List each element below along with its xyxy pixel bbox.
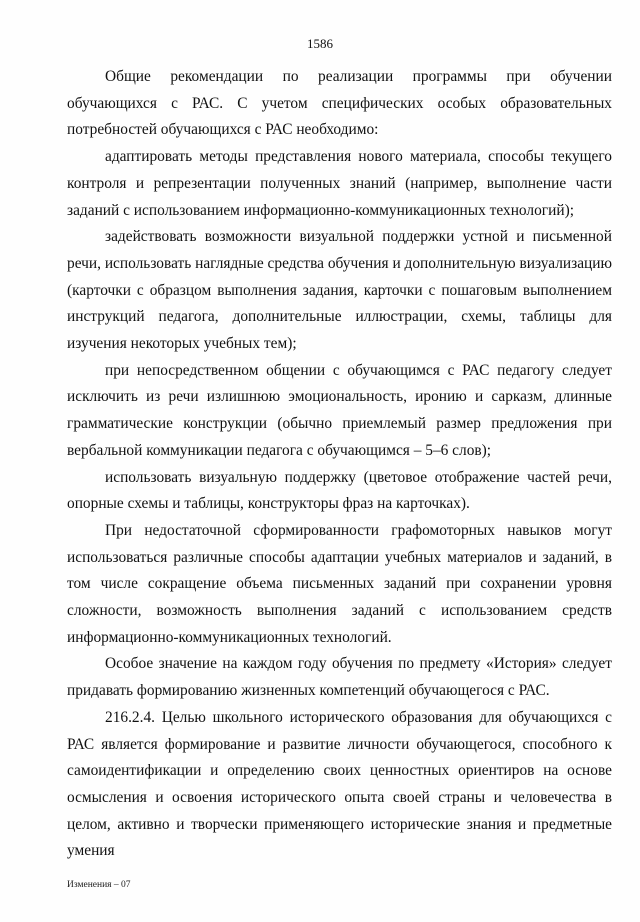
- paragraph-direct-communication: при непосредственном общении с обучающимся с РАС педагогу следует исключить из речи излишнюю эмоциональность, иронию и сарказм, длинные грамматические конструкции (обычно приемлемый размер предложения при вербальной коммуникации педагога с обучающимся – 5–6 слов);: [67, 361, 612, 459]
- paragraph-history-subject: Особое значение на каждом году обучения по предмету «История» следует придавать формированию жизненных компетенций обучающегося с РАС.: [67, 655, 612, 700]
- paragraph-adapt-methods: адаптировать методы представления нового материала, способы текущего контроля и репрезентации полученных знаний (например, выполнение части заданий с использованием информационно-коммуникационных технологий);: [67, 148, 612, 219]
- footer-changes-note: Изменения – 07: [67, 880, 131, 890]
- paragraph-use-visual-support: использовать визуальную поддержку (цветовое отображение частей речи, опорные схемы и таблицы, конструкторы фраз на карточках).: [67, 468, 612, 513]
- paragraph-general-recommendations: Общие рекомендации по реализации программы при обучении обучающихся с РАС. С учетом специфических особых образовательных потребностей обучающихся с РАС необходимо:: [67, 68, 612, 139]
- paragraph-visual-support: задействовать возможности визуальной поддержки устной и письменной речи, использовать наглядные средства обучения и дополнительную визуализацию (карточки с образцом выполнения задания, карточки с пошаговым выполнением инструкций педагога, дополнительные иллюстрации, схемы, таблицы для изучения некоторых учебных тем);: [67, 228, 612, 353]
- page-number: 1586: [307, 36, 333, 51]
- paragraph-graphomotor-skills: При недостаточной сформированности графомоторных навыков могут использоваться различные способы адаптации учебных материалов и заданий, в том числе сокращение объема письменных заданий при сохранении уровня сложности, возможность выполнения заданий с использованием средств информационно-коммуникационных технологий.: [67, 521, 612, 646]
- document-body: [67, 64, 612, 865]
- paragraph-section-216-2-4: 216.2.4. Целью школьного исторического образования для обучающихся с РАС является формирование и развитие личности обучающегося, способного к самоидентификации и определению своих ценностных ориентиров на основе осмысления и освоения исторического опыта своей страны и человечества в целом, активно и творчески применяющего исторические знания и предметные умения: [67, 708, 612, 860]
